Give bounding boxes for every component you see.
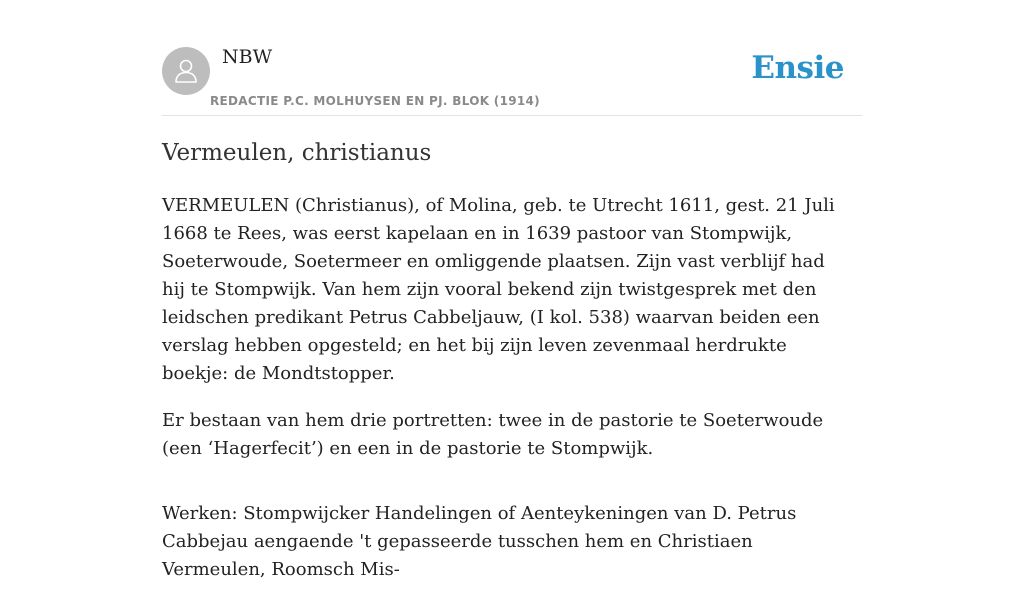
ensie-logo[interactable]: Ensie <box>751 50 844 86</box>
article-paragraph: Er bestaan van hem drie portretten: twee in de pastorie te Soeterwoude (een ‘Hagerfecit’) en een in de pastorie te Stompwijk. <box>162 410 824 459</box>
article-paragraph-works: Werken: Stompwijcker Handelingen of Aenteykeningen van D. Petrus Cabbejau aengaende 't gepasseerde tusschen hem en Christiaen Vermeulen, Roomsch Mis- <box>162 503 797 580</box>
author-subtitle: REDACTIE P.C. MOLHUYSEN EN PJ. BLOK (1914) <box>210 94 540 108</box>
header <box>162 0 862 116</box>
author-name[interactable]: NBW <box>222 46 273 68</box>
article-title: Vermeulen, christianus <box>162 140 432 166</box>
avatar[interactable] <box>162 47 210 95</box>
article-paragraph: VERMEULEN (Christianus), of Molina, geb. te Utrecht 1611, gest. 21 Juli 1668 te Rees, was eerst kapelaan en in 1639 pastoor van Stompwijk, Soeterwoude, Soetermeer en omliggende plaatsen. Zijn vast verblijf had hij te Stompwijk. Van hem zijn vooral bekend zijn twistgesprek met den leidschen predikant Petrus Cabbeljauw, (I kol. 538) waarvan beiden een verslag hebben opgesteld; en het bij zijn leven zevenmaal herdrukte boekje: de Mondtstopper. <box>162 195 835 384</box>
user-icon <box>171 56 201 86</box>
article-body <box>162 192 852 603</box>
